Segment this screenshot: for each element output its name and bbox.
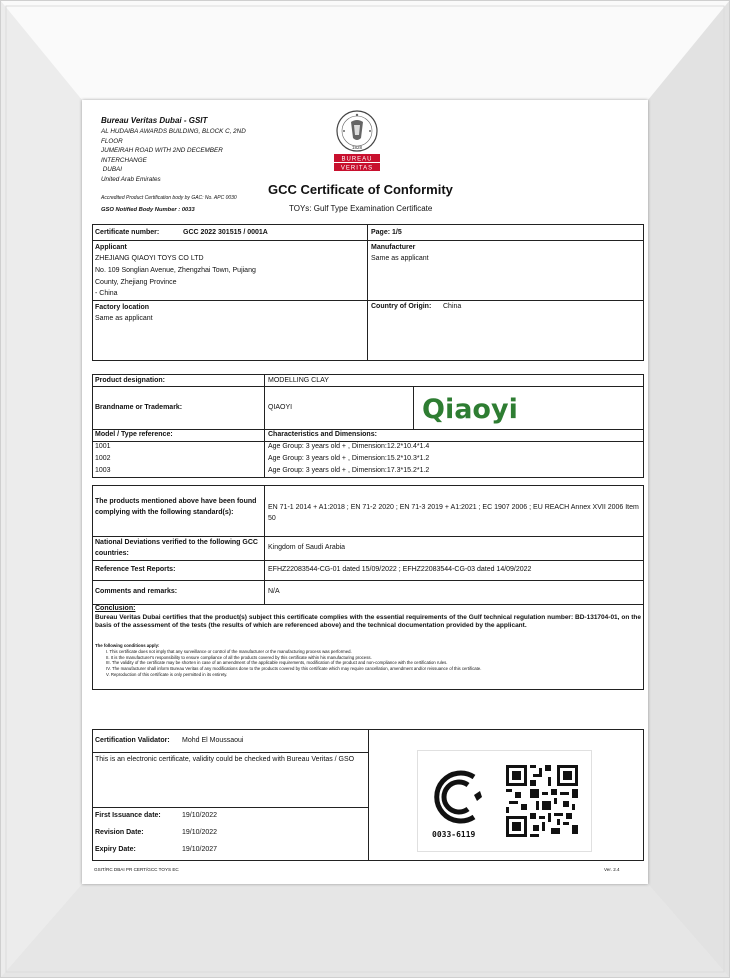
national-deviations-label: National Deviations verified to the following GCC countries:	[95, 539, 258, 557]
divider	[413, 386, 414, 429]
electronic-certificate-note: This is an electronic certificate, validity could be checked with Bureau Veritas / GSO	[95, 756, 355, 763]
revision-date-label: Revision Date:	[95, 829, 144, 836]
factory-location-value: Same as applicant	[95, 315, 153, 322]
bureau-veritas-logo	[332, 108, 382, 174]
divider	[92, 240, 644, 241]
bureau-veritas-seal-icon	[332, 108, 382, 174]
product-designation-label: Product designation:	[95, 377, 165, 384]
expiry-date-label: Expiry Date:	[95, 846, 136, 853]
applicant-table	[92, 224, 644, 361]
factory-location-label: Factory location	[95, 304, 150, 311]
revision-date: 19/10/2022	[182, 829, 218, 836]
issuer-name: Bureau Veritas Dubai - GSIT	[101, 116, 208, 125]
divider	[368, 729, 369, 861]
gcc-mark-panel	[417, 750, 592, 852]
product-designation-value: MODELLING CLAY	[268, 377, 329, 384]
comments-value: N/A	[268, 588, 280, 595]
validator-name: Mohd El Moussaoui	[182, 737, 244, 744]
gcc-mark-number: 0033-6119	[432, 830, 476, 839]
validator-label: Certification Validator:	[95, 737, 170, 744]
standards-value: EN 71-1 2014 + A1:2018 ; EN 71-2 2020 ; EN 71-3 2019 + A1:2021 ; EC 1907 2006 ; EU REACH Annex XVII 2006 Item 50	[268, 504, 639, 522]
conclusion-text: Bureau Veritas Dubai certifies that the product(s) subject this certificate complies with the essential requirements of the Gulf technical regulation number: BD-131704-01, on the basis of the assessment of the tests (the results of which are referenced above) and the technical documentation provided by the applicant.	[95, 614, 641, 630]
svg-text:1828: 1828	[351, 145, 363, 150]
characteristics-label: Characteristics and Dimensions:	[268, 431, 377, 438]
verification-qr-code-icon[interactable]	[506, 765, 578, 837]
gcc-conformity-mark-icon	[428, 765, 492, 829]
model-desc: Age Group: 3 years old + , Dimension:17.3*15.2*1.2	[268, 467, 430, 474]
first-issuance-label: First Issuance date:	[95, 812, 161, 819]
certificate-subtitle: TOYs: Gulf Type Examination Certificate	[289, 204, 433, 213]
conditions-list	[95, 643, 641, 678]
divider	[264, 374, 265, 478]
qiaoyi-brand-logo	[420, 391, 524, 425]
svg-text:Qiaoyi: Qiaoyi	[422, 394, 518, 425]
version-label: Ver. 2.4	[604, 867, 620, 872]
standards-label: The products mentioned above have been found complying with the following standard(s):	[95, 498, 257, 516]
model-desc: Age Group: 3 years old + , Dimension:12.2*10.4*1.4	[268, 443, 430, 450]
certificate-title: GCC Certificate of Conformity	[268, 182, 453, 197]
condition-item: I. This certificate does not imply that any surveillance or control of the manufacturer or the manufacturing process was performed.	[106, 648, 352, 654]
model-desc: Age Group: 3 years old + , Dimension:15.2*10.3*1.2	[268, 455, 430, 462]
issuer-address: AL HUDAIBA AWARDS BUILDING, BLOCK C, 2ND FLOOR JUMEIRAH ROAD WITH 2ND DECEMBER INTERCHANGE DUBAI United Arab Emirates	[101, 128, 246, 183]
divider	[92, 536, 644, 537]
applicant-address-line: County, Zhejiang Province	[95, 279, 177, 286]
manufacturer-value: Same as applicant	[371, 255, 429, 262]
condition-item: II. It is the manufacturer's responsibility to ensure compliance of all the products covered by this certificate within his manufacturing process.	[106, 654, 372, 660]
model-ref: 1003	[95, 467, 111, 474]
country-of-origin-value: China	[443, 303, 462, 310]
applicant-address-line: No. 109 Songlian Avenue, Zhengzhai Town, Pujiang	[95, 267, 256, 274]
first-issuance-date: 19/10/2022	[182, 812, 218, 819]
svg-text:VERITAS: VERITAS	[340, 165, 374, 172]
conditions-heading: The following conditions apply:	[95, 643, 160, 648]
test-reports-value: EFHZ22083544-CG-01 dated 15/09/2022 ; EFHZ22083544-CG-03 dated 14/09/2022	[268, 566, 532, 573]
conclusion-heading: Conclusion:	[95, 605, 136, 612]
model-reference-label: Model / Type reference:	[95, 431, 173, 438]
gso-notified-body: GSO Notified Body Number : 0033	[101, 207, 195, 213]
comments-label: Comments and remarks:	[95, 588, 178, 595]
brandname-value: QIAOYI	[268, 404, 293, 411]
condition-item: V. Reproduction of this certificate is only permitted in its entirety.	[106, 671, 228, 677]
svg-text:BUREAU: BUREAU	[341, 156, 373, 163]
divider	[92, 386, 644, 387]
divider	[92, 580, 644, 581]
divider	[92, 300, 644, 301]
condition-item: IV. The manufacturer shall inform Bureau Veritas of any modifications done to the products covered by this certificate which may require cancellation, amendment and/or reissuance of this certificate.	[106, 666, 482, 672]
certificate-number-label: Certificate number:	[95, 229, 160, 236]
divider	[92, 752, 368, 753]
national-deviations-value: Kingdom of Saudi Arabia	[268, 544, 346, 551]
brandname-label: Brandname or Trademark:	[95, 404, 183, 411]
certificate-number: GCC 2022 301515 / 0001A	[183, 229, 268, 236]
page-indicator: Page: 1/5	[371, 229, 402, 236]
divider	[92, 807, 368, 808]
applicant-address-line: - China	[95, 290, 118, 297]
divider	[367, 224, 368, 361]
country-of-origin-label: Country of Origin:	[371, 303, 432, 310]
model-ref: 1002	[95, 455, 111, 462]
applicant-name: ZHEJIANG QIAOYI TOYS CO LTD	[95, 255, 204, 262]
expiry-date: 19/10/2027	[182, 846, 218, 853]
divider	[264, 485, 265, 604]
model-ref: 1001	[95, 443, 111, 450]
condition-item: III. The validity of the certificate may be shorten in case of an amendment of the applicable requirements, modification of the product and non-compliance with the certification rules.	[106, 660, 448, 666]
divider	[92, 604, 644, 605]
accreditation-note: Accredited Product Certification body by GAC: No. APC 0030	[101, 195, 237, 201]
divider	[92, 560, 644, 561]
qiaoyi-logo-icon	[420, 391, 524, 425]
manufacturer-label: Manufacturer	[371, 244, 416, 251]
test-reports-label: Reference Test Reports:	[95, 566, 176, 573]
applicant-label: Applicant	[95, 244, 127, 251]
document-reference: GSIT/RC DBAI PR CERT/GCC TOYS EC	[94, 867, 179, 872]
